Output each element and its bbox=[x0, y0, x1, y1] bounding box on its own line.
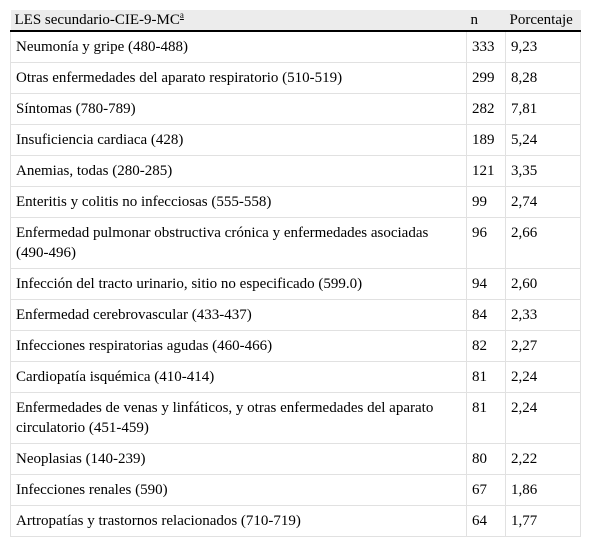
row-label: Enteritis y colitis no infecciosas (555-558) bbox=[11, 187, 467, 218]
header-label bbox=[11, 10, 467, 31]
row-label: Infección del tracto urinario, sitio no especificado (599.0) bbox=[11, 269, 467, 300]
row-n: 96 bbox=[467, 218, 506, 269]
row-label: Enfermedad pulmonar obstructiva crónica y enfermedades asociadas (490-496) bbox=[11, 218, 467, 269]
row-n: 299 bbox=[467, 63, 506, 94]
table-row bbox=[11, 300, 581, 331]
row-label: Anemias, todas (280-285) bbox=[11, 156, 467, 187]
row-label: Cardiopatía isquémica (410-414) bbox=[11, 362, 467, 393]
row-label: Otras enfermedades del aparato respiratorio (510-519) bbox=[11, 63, 467, 94]
row-percent: 2,60 bbox=[506, 269, 581, 300]
row-label: Neoplasias (140-239) bbox=[11, 444, 467, 475]
table-row bbox=[11, 63, 581, 94]
row-n: 81 bbox=[467, 393, 506, 444]
row-label: Enfermedades de venas y linfáticos, y otras enfermedades del aparato circulatorio (451-459) bbox=[11, 393, 467, 444]
table-row bbox=[11, 475, 581, 506]
row-percent: 2,33 bbox=[506, 300, 581, 331]
table-row bbox=[11, 156, 581, 187]
table-row bbox=[11, 269, 581, 300]
diagnosis-table bbox=[10, 10, 581, 537]
row-n: 80 bbox=[467, 444, 506, 475]
row-percent: 5,24 bbox=[506, 125, 581, 156]
table-row bbox=[11, 331, 581, 362]
row-n: 64 bbox=[467, 506, 506, 537]
row-label: Infecciones respiratorias agudas (460-466) bbox=[11, 331, 467, 362]
row-percent: 2,24 bbox=[506, 362, 581, 393]
row-n: 333 bbox=[467, 31, 506, 63]
table-row bbox=[11, 444, 581, 475]
table-row bbox=[11, 218, 581, 269]
table-body bbox=[11, 31, 581, 537]
row-percent: 7,81 bbox=[506, 94, 581, 125]
table-row bbox=[11, 31, 581, 63]
table-row bbox=[11, 125, 581, 156]
table-row bbox=[11, 506, 581, 537]
row-percent: 2,24 bbox=[506, 393, 581, 444]
row-n: 99 bbox=[467, 187, 506, 218]
row-percent: 1,86 bbox=[506, 475, 581, 506]
row-percent: 2,22 bbox=[506, 444, 581, 475]
row-percent: 3,35 bbox=[506, 156, 581, 187]
row-label: Artropatías y trastornos relacionados (710-719) bbox=[11, 506, 467, 537]
table-header bbox=[11, 10, 581, 31]
table-row bbox=[11, 94, 581, 125]
table-row bbox=[11, 187, 581, 218]
row-percent: 8,28 bbox=[506, 63, 581, 94]
row-percent: 2,74 bbox=[506, 187, 581, 218]
row-percent: 2,66 bbox=[506, 218, 581, 269]
table-row bbox=[11, 362, 581, 393]
row-n: 189 bbox=[467, 125, 506, 156]
header-n: n bbox=[467, 10, 506, 31]
row-n: 84 bbox=[467, 300, 506, 331]
header-label-text: LES secundario-CIE-9-MC bbox=[14, 12, 180, 28]
row-label: Síntomas (780-789) bbox=[11, 94, 467, 125]
row-n: 121 bbox=[467, 156, 506, 187]
row-percent: 1,77 bbox=[506, 506, 581, 537]
header-row bbox=[11, 10, 581, 31]
row-n: 81 bbox=[467, 362, 506, 393]
row-n: 82 bbox=[467, 331, 506, 362]
row-label: Insuficiencia cardiaca (428) bbox=[11, 125, 467, 156]
header-footnote-link[interactable]: a bbox=[179, 10, 184, 20]
row-n: 282 bbox=[467, 94, 506, 125]
table-container bbox=[10, 10, 580, 537]
row-percent: 2,27 bbox=[506, 331, 581, 362]
header-percent: Porcentaje bbox=[506, 10, 581, 31]
row-label: Enfermedad cerebrovascular (433-437) bbox=[11, 300, 467, 331]
row-n: 67 bbox=[467, 475, 506, 506]
row-percent: 9,23 bbox=[506, 31, 581, 63]
row-n: 94 bbox=[467, 269, 506, 300]
row-label: Infecciones renales (590) bbox=[11, 475, 467, 506]
row-label: Neumonía y gripe (480-488) bbox=[11, 31, 467, 63]
table-row bbox=[11, 393, 581, 444]
